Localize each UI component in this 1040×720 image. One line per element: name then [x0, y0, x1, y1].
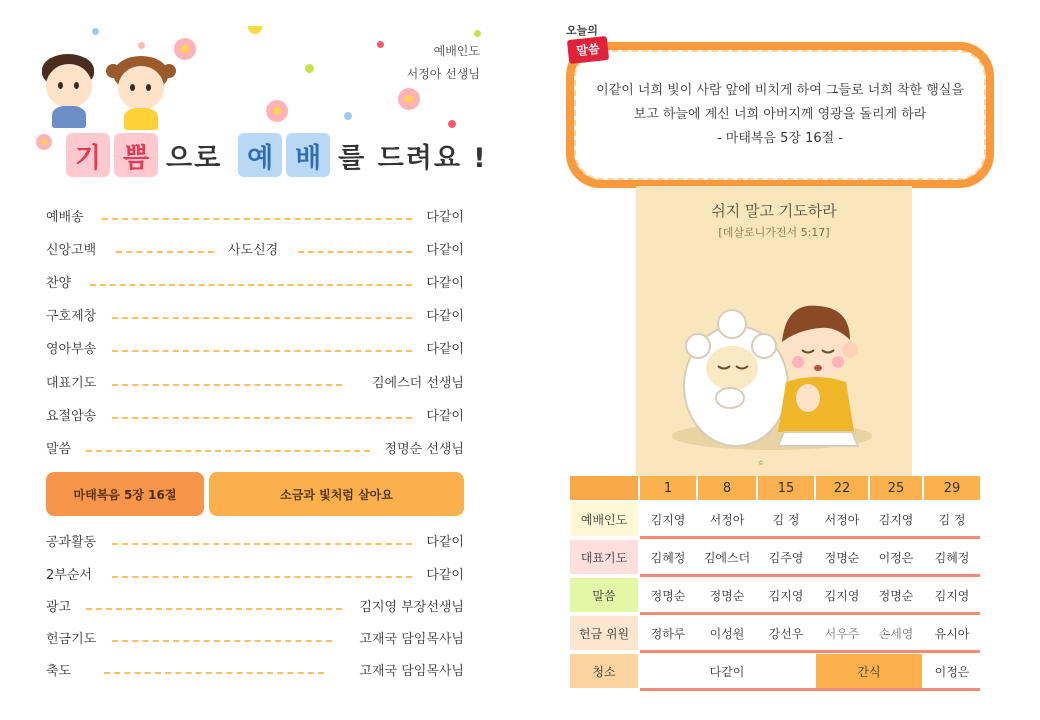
title-char-1: 기	[66, 133, 110, 177]
order-label: 헌금기도	[46, 632, 97, 647]
decor-dot	[448, 120, 456, 128]
roster-date: 15	[758, 476, 814, 500]
roster-date: 1	[640, 476, 696, 500]
word-line-3: - 마태복음 5장 16절 -	[716, 131, 844, 146]
order-value: 다같이	[426, 568, 464, 583]
roster-cell: 김 정	[772, 512, 800, 527]
order-row	[46, 597, 464, 619]
flower-icon	[36, 134, 52, 150]
roster-divider	[640, 574, 980, 577]
roster-cell: 김지영	[768, 588, 804, 603]
badge-bottom-text: 말씀	[567, 36, 609, 64]
order-row	[46, 439, 464, 461]
order-row	[46, 406, 464, 428]
title-char-3: 예	[238, 133, 282, 177]
title-part-1: 으로	[166, 142, 223, 174]
roster-cell: 정명순	[709, 588, 745, 603]
roster-cell: 다같이	[709, 664, 745, 679]
roster-cell: 정명순	[878, 588, 914, 603]
order-row	[46, 306, 464, 328]
order-label: 신앙고백	[46, 243, 97, 258]
roster-role: 예배인도	[570, 502, 638, 536]
roster-cell: 김지영	[878, 512, 914, 527]
roster-cell: 서정아	[824, 512, 860, 527]
roster-cell: 김지영	[650, 512, 686, 527]
roster-date: 8	[698, 476, 756, 500]
roster-cell: 김 정	[938, 512, 966, 527]
order-row	[46, 373, 464, 395]
roster-cell: 정명순	[650, 588, 686, 603]
roster-corner	[570, 476, 638, 500]
badge-top-text: 오늘의	[566, 24, 598, 37]
order-value: 고재국 담임목사님	[359, 632, 464, 647]
leader-name: 서정아 선생님	[406, 67, 480, 81]
order-value: 고재국 담임목사님	[359, 664, 464, 679]
roster-cell: 김지영	[934, 588, 970, 603]
roster-date: 25	[870, 476, 922, 500]
title-char-4: 배	[286, 133, 330, 177]
order-middle: 사도신경	[228, 243, 279, 258]
roster-cell: 강선우	[768, 626, 804, 641]
order-row	[46, 339, 464, 361]
roster-date: 29	[924, 476, 980, 500]
roster-role: 말씀	[570, 578, 638, 612]
order-value: 다같이	[426, 276, 464, 291]
roster-role: 대표기도	[570, 540, 638, 574]
roster-divider	[640, 536, 980, 539]
flower-icon	[398, 88, 420, 110]
illustration-credit: ©	[758, 460, 764, 467]
roster-role: 헌금 위원	[570, 616, 638, 650]
decor-dot	[138, 42, 145, 49]
prayer-illustration	[636, 186, 912, 478]
order-label: 요절암송	[46, 409, 97, 424]
order-row	[46, 207, 464, 229]
flower-icon	[174, 38, 196, 60]
order-label: 대표기도	[46, 376, 97, 391]
title-part-2: 를 드려요 !	[338, 142, 488, 174]
decor-dot	[305, 64, 314, 73]
order-value: 다같이	[426, 309, 464, 324]
girl-illustration	[106, 56, 176, 132]
boy-illustration	[40, 54, 100, 130]
order-value: 정명순 선생님	[384, 442, 464, 457]
roster-date: 22	[816, 476, 868, 500]
roster-cell: 김에스더	[703, 550, 751, 565]
leader-role: 예배인도	[433, 44, 480, 58]
roster-cell: 이정은	[878, 550, 914, 565]
roster-divider	[640, 650, 980, 653]
word-line-1: 이같이 너희 빛이 사람 앞에 비치게 하여 그들로 너희 착한 행실을	[596, 83, 964, 98]
page-title	[66, 130, 496, 180]
flower-icon	[266, 100, 288, 122]
order-value: 다같이	[426, 210, 464, 225]
roster-cell: 정명순	[824, 550, 860, 565]
roster-cell: 서우주	[824, 626, 860, 641]
sermon-title-button[interactable]: 소금과 빛처럼 살아요	[209, 472, 464, 516]
roster-cell: 서정아	[709, 512, 745, 527]
illustration-title: 쉬지 말고 기도하라	[711, 202, 837, 220]
title-char-2: 쁨	[114, 133, 158, 177]
praying-boy-lamb-image	[636, 186, 912, 478]
order-label: 예배송	[46, 210, 84, 225]
order-row	[46, 661, 464, 683]
scripture-button[interactable]: 마태복음 5장 16절	[46, 472, 204, 516]
roster-cell: 김혜정	[934, 550, 970, 565]
decor-dot	[377, 41, 384, 48]
order-label: 찬양	[46, 276, 72, 291]
order-label: 구호제창	[46, 309, 97, 324]
roster-divider	[640, 688, 980, 691]
roster-cell: 정하루	[650, 626, 686, 641]
roster-cell: 간식	[816, 654, 922, 688]
illustration-reference: [데살로니가전서 5:17]	[718, 226, 830, 239]
decor-dot	[344, 112, 352, 120]
roster-cell: 김혜정	[650, 550, 686, 565]
worship-leader-info	[407, 40, 480, 86]
order-value: 다같이	[426, 243, 464, 258]
order-label: 말씀	[46, 442, 72, 457]
order-value: 다같이	[426, 342, 464, 357]
word-line-2: 보고 하늘에 계신 너희 아버지께 영광을 돌리게 하라	[633, 107, 927, 122]
order-value: 다같이	[426, 535, 464, 550]
roster-cell: 이성원	[709, 626, 745, 641]
order-row	[46, 565, 464, 587]
decor-dot	[92, 28, 99, 35]
roster-cell: 손세영	[878, 626, 914, 641]
order-label: 공과활동	[46, 535, 97, 550]
today-word-badge	[556, 22, 622, 68]
order-row	[46, 273, 464, 295]
roster-divider	[640, 612, 980, 615]
order-row	[46, 240, 464, 262]
decor-dot	[248, 26, 262, 34]
roster-cell: 김지영	[824, 588, 860, 603]
roster-cell: 이정은	[934, 664, 970, 679]
sermon-bar	[46, 472, 464, 516]
today-word-text	[574, 50, 986, 180]
today-word-box	[566, 42, 994, 188]
order-label: 영아부송	[46, 342, 97, 357]
roster-role: 청소	[570, 654, 638, 688]
order-row	[46, 532, 464, 554]
order-row	[46, 629, 464, 651]
roster-cell: 유시아	[934, 626, 970, 641]
decor-dot	[474, 30, 481, 37]
order-value: 김에스더 선생님	[371, 376, 464, 391]
order-label: 2부순서	[46, 568, 92, 583]
order-value: 다같이	[426, 409, 464, 424]
order-value: 김지영 부장선생님	[359, 600, 464, 615]
order-label: 광고	[46, 600, 72, 615]
roster-cell: 김주영	[768, 550, 804, 565]
order-label: 축도	[46, 664, 72, 679]
